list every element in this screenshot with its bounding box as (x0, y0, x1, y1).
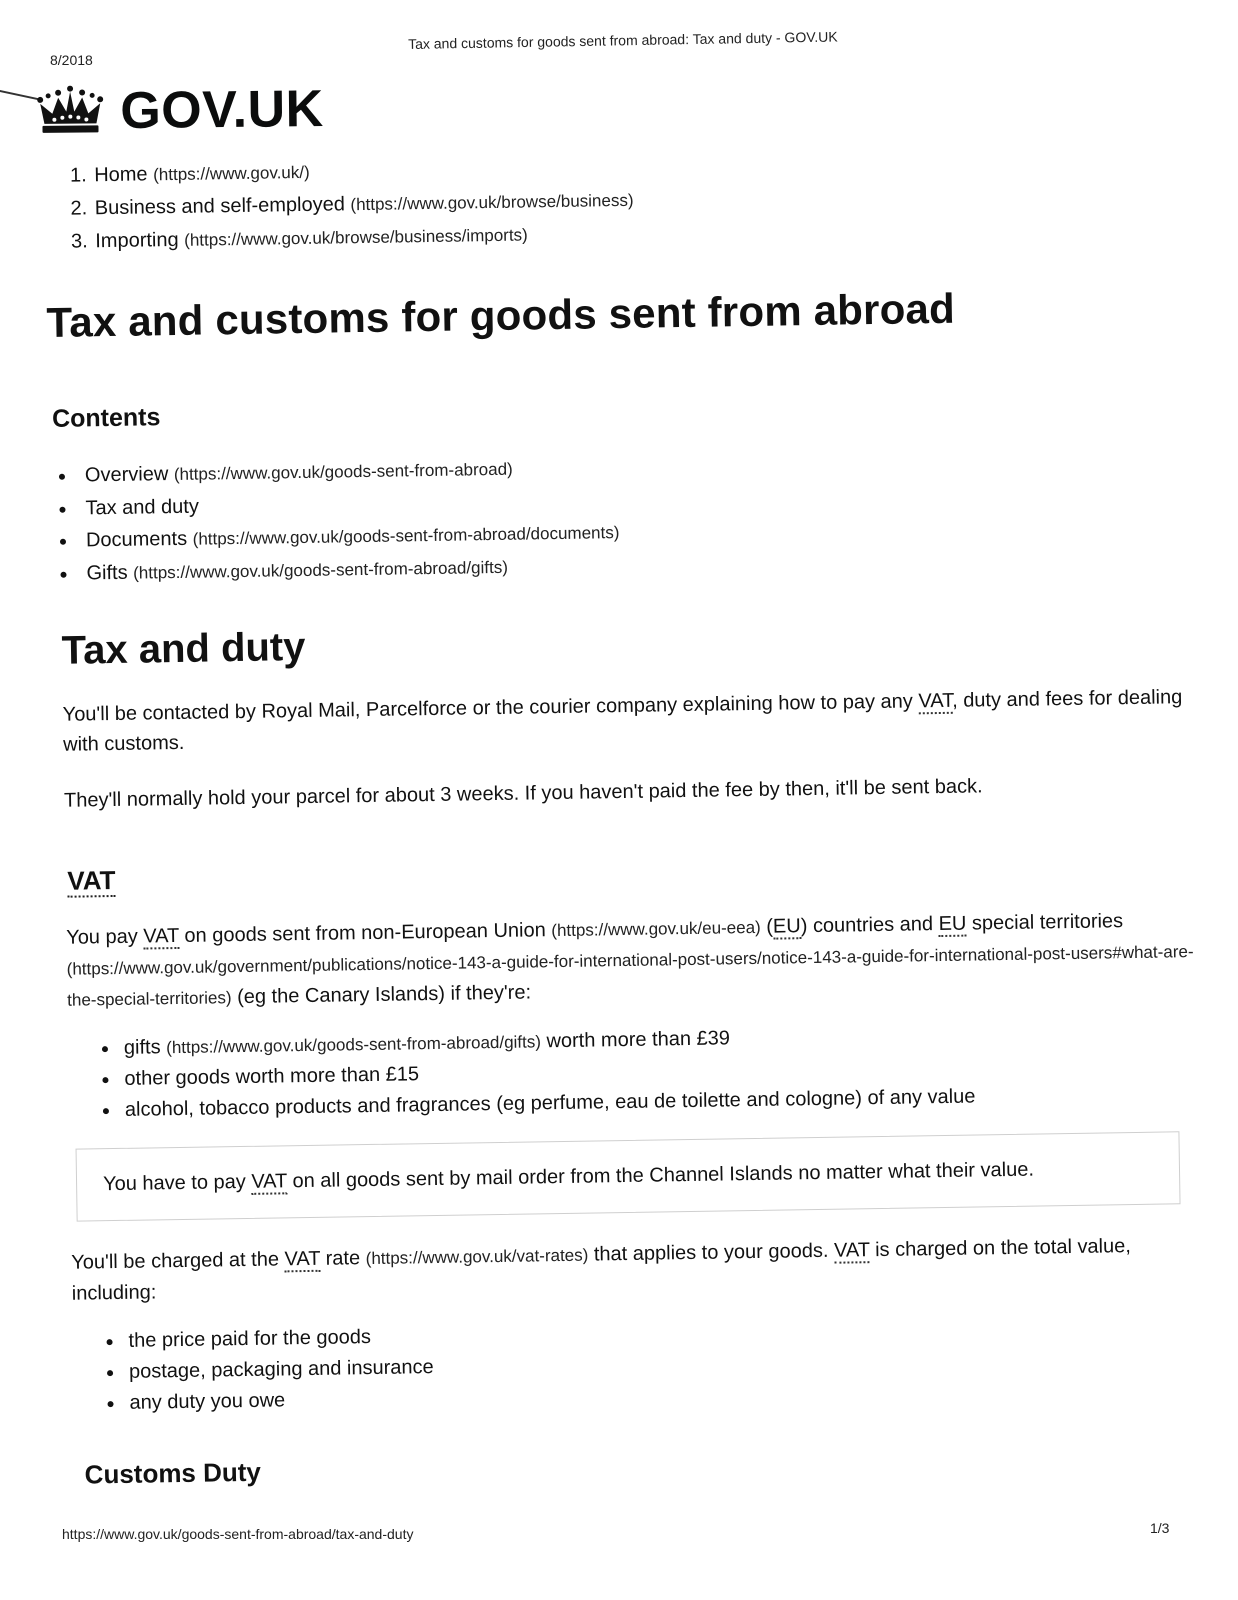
list-item: • other goods worth more than £15 (120, 1047, 1198, 1095)
list-item: • postage, packaging and insurance (125, 1340, 1203, 1388)
vat-rate-url: (https://www.gov.uk/vat-rates) (365, 1245, 589, 1269)
page-title: Tax and customs for goods sent from abroad (46, 284, 956, 346)
contents-heading: Contents (51, 403, 161, 433)
breadcrumb (44, 142, 1185, 259)
print-header-title: Tax and customs for goods sent from abroad: Tax and duty - GOV.UK (408, 28, 838, 52)
text: You'll be contacted by Royal Mail, Parcelforce or the courier company explaining how to pay any (62, 690, 919, 726)
main-content (44, 142, 1205, 1491)
special-territories-link[interactable]: special territories (966, 910, 1124, 935)
customs-duty-heading: Customs Duty (84, 1456, 262, 1490)
list-item: • any duty you owe (125, 1371, 1203, 1419)
gifts-link-url: (https://www.gov.uk/goods-sent-from-abroad/gifts) (166, 1032, 542, 1058)
eu-link-url: (https://www.gov.uk/eu-eea) (551, 917, 761, 941)
vat-rate-link[interactable]: rate (319, 1247, 366, 1270)
print-date: 8/2018 (50, 52, 93, 68)
vat-abbr: VAT (284, 1247, 321, 1271)
text: worth more than £39 (540, 1027, 731, 1053)
logo-text: GOV.UK (120, 79, 324, 141)
breadcrumb-label[interactable]: Home (94, 163, 148, 187)
vat-abbr: VAT (918, 689, 953, 713)
total-value-list (62, 1309, 1203, 1420)
vat-charged-paragraph (71, 1230, 1202, 1309)
text: is charged on the total value, including: (71, 1235, 1132, 1305)
breadcrumb-url: (https://www.gov.uk/browse/business) (350, 190, 634, 215)
vat-abbr: VAT (833, 1239, 870, 1262)
contents-label[interactable]: Documents (85, 527, 188, 552)
text: ) countries and (800, 913, 939, 938)
contents-url: (https://www.gov.uk/goods-sent-from-abroad) (173, 459, 513, 484)
text: , duty and fees for dealing with customs. (63, 686, 1183, 756)
special-territories-url: (https://www.gov.uk/government/publications/notice-143-a-guide-for-international-post-users/notice-143-a-guide-for-international-post-users#what-are-the-special-territories) (66, 942, 1194, 1010)
breadcrumb-url: (https://www.gov.uk/) (153, 162, 310, 185)
vat-heading (67, 848, 1195, 897)
vat-abbr: VAT (251, 1170, 288, 1193)
eu-abbr: EU (772, 915, 801, 938)
text: You pay (66, 925, 144, 949)
contents-url: (https://www.gov.uk/goods-sent-from-abroad/documents) (192, 523, 620, 549)
govuk-logo[interactable] (34, 79, 324, 142)
breadcrumb-url: (https://www.gov.uk/browse/business/imports) (184, 225, 528, 250)
text: that applies to your goods. (588, 1239, 835, 1266)
text: on all goods sent by mail order from the Channel Islands no matter what their value. (286, 1158, 1035, 1193)
breadcrumb-label[interactable]: Business and self-employed (94, 193, 346, 220)
text: You'll be charged at the (71, 1248, 285, 1274)
crown-icon (34, 85, 107, 138)
contents-label: Tax and duty (85, 495, 200, 520)
vat-conditions-list (58, 1016, 1199, 1127)
intro-paragraph-1 (62, 682, 1193, 760)
section-title: Tax and duty (61, 624, 306, 673)
page-number: 1/3 (1150, 1520, 1170, 1536)
text: You have to pay (102, 1170, 252, 1196)
eu-abbr: EU (938, 912, 967, 936)
contents-label[interactable]: Overview (84, 463, 169, 487)
eu-link[interactable]: on goods sent from non-European Union (178, 919, 552, 947)
vat-abbr: VAT (143, 924, 180, 948)
print-footer-url: https://www.gov.uk/goods-sent-from-abroad/tax-and-duty (62, 1526, 414, 1542)
contents-url: (https://www.gov.uk/goods-sent-from-abroad/gifts) (133, 557, 509, 583)
vat-paragraph (66, 905, 1197, 1016)
list-item: • the price paid for the goods (124, 1309, 1202, 1357)
contents-label[interactable]: Gifts (86, 561, 128, 585)
inset-notice (76, 1131, 1181, 1221)
gifts-link[interactable]: gifts (123, 1036, 161, 1059)
intro-paragraph-2: They'll normally hold your parcel for about 3 weeks. If you haven't paid the fee by then, it'll be sent back. (63, 775, 983, 812)
list-item: • alcohol, tobacco products and fragrances (eg perfume, eau de toilette and cologne) of any value (121, 1078, 1199, 1126)
text: (eg the Canary Islands) if they're: (231, 981, 532, 1009)
breadcrumb-label[interactable]: Importing (95, 228, 179, 253)
text: ( (760, 915, 774, 938)
contents-list (49, 442, 1191, 591)
vat-heading-text: VAT (67, 864, 116, 896)
